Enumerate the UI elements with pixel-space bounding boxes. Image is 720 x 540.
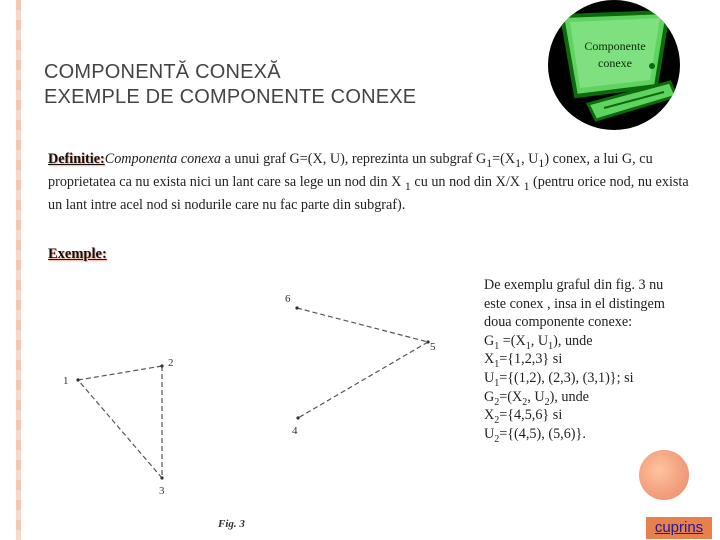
node-label-5: 5 <box>430 341 436 353</box>
example-line <box>484 388 714 407</box>
badge-label-line-2: conexe <box>598 56 632 70</box>
example-subscript: 2 <box>522 396 528 408</box>
example-subscript: 2 <box>494 414 500 426</box>
node-label-1: 1 <box>63 375 69 387</box>
definition-text: =(X <box>492 151 516 167</box>
definition-subscript: 1 <box>486 155 493 170</box>
example-text-part: ={1,2,3} si <box>499 351 563 368</box>
example-subscript: 1 <box>525 340 531 352</box>
example-text-part: ={(1,2), (2,3), (3,1)}; si <box>499 369 634 386</box>
example-line <box>484 406 714 425</box>
example-subscript: 1 <box>548 340 554 352</box>
node-6 <box>295 306 298 309</box>
example-text-part: ={4,5,6} si <box>499 407 563 424</box>
title-line-1: COMPONENTĂ CONEXĂ <box>44 61 281 83</box>
example-subscript: 2 <box>494 433 500 445</box>
example-subscript: 1 <box>494 340 500 352</box>
definition-text: ) conex, a lui G, cu proprietatea ca nu exista nici un lant care sa lege un nod din X <box>48 151 653 190</box>
example-text-part: U <box>484 425 495 442</box>
example-text-part: ={(4,5), (5,6)}. <box>499 425 586 442</box>
example-line: doua componente conexe: <box>484 314 633 331</box>
decorative-circle <box>639 450 689 500</box>
example-text-part: ), unde <box>549 388 589 405</box>
node-label-3: 3 <box>159 485 165 497</box>
example-subscript: 1 <box>494 359 500 371</box>
example-text-part: G <box>484 332 495 349</box>
example-line <box>484 332 714 351</box>
examples-heading: Exemple: <box>48 246 107 262</box>
definition-subscript: 1 <box>404 178 411 193</box>
example-line: este conex , insa in el distingem <box>484 295 665 312</box>
example-text-part: U <box>484 369 495 386</box>
definition-text: , U <box>521 151 539 167</box>
example-line: De exemplu graful din fig. 3 nu <box>484 277 664 293</box>
example-line <box>484 350 714 369</box>
node-3 <box>160 476 163 479</box>
definition-text: (pentru orice nod, nu exista un lant intre acel nod si nodurile care nu fac parte din subgraf). <box>48 173 689 213</box>
example-subscript: 2 <box>544 396 550 408</box>
definition-term: Definitie: <box>48 151 105 167</box>
node-2 <box>160 364 163 367</box>
example-text-part: =(X <box>499 332 526 349</box>
definition-italic: Componenta conexa <box>104 151 221 167</box>
node-label-2: 2 <box>168 357 174 369</box>
example-text-part: , U <box>530 332 549 349</box>
example-text-part: =(X <box>499 388 523 405</box>
badge-label-line-1: Componente <box>584 39 646 53</box>
definition-text: cu un nod din X/X <box>410 173 524 190</box>
definition-text: a unui graf G=(X, U), reprezinta un subgraf G <box>220 151 487 167</box>
title-line-2: EXEMPLE DE COMPONENTE CONEXE <box>44 86 417 108</box>
example-subscript: 1 <box>494 377 500 389</box>
example-explanation <box>484 276 714 443</box>
edge-3-1 <box>78 380 162 478</box>
example-text-part: ), unde <box>553 332 593 349</box>
cuprins-link[interactable]: cuprins <box>646 517 712 539</box>
node-label-6: 6 <box>285 293 291 305</box>
definition-subscript: 1 <box>538 155 545 170</box>
edge-1-2 <box>78 366 162 380</box>
edge-6-5 <box>297 308 428 342</box>
example-text-part: X <box>484 407 495 424</box>
example-text-part: X <box>484 351 495 368</box>
example-text-part: , U <box>527 388 545 405</box>
node-label-4: 4 <box>292 425 298 437</box>
figure-caption: Fig. 3 <box>218 518 245 530</box>
example-subscript: 2 <box>494 396 500 408</box>
example-text-part: G <box>484 388 495 405</box>
node-4 <box>296 416 299 419</box>
example-line <box>484 425 714 444</box>
example-line <box>484 369 714 388</box>
node-1 <box>76 378 79 381</box>
definition-subscript: 1 <box>515 155 522 170</box>
edge-5-4 <box>298 342 428 418</box>
definition-subscript: 1 <box>523 178 530 193</box>
